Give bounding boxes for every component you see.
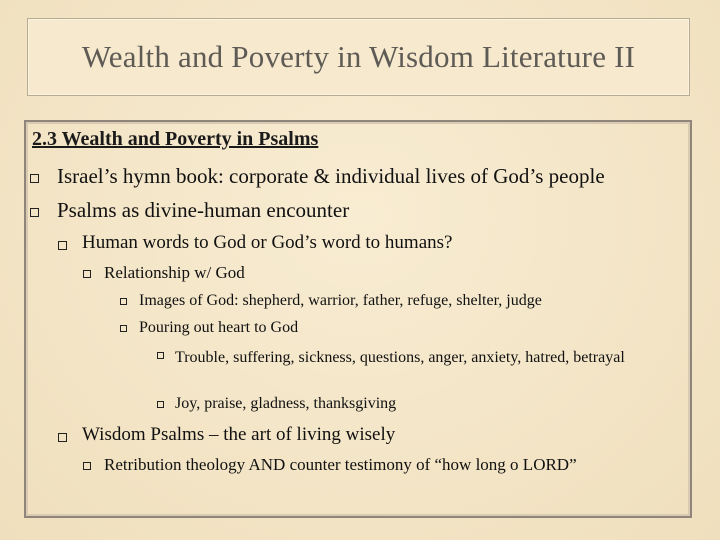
bullet-item-human-words xyxy=(58,232,698,256)
square-bullet-icon xyxy=(157,401,164,408)
bullet-item-wisdom-psalms xyxy=(58,424,698,448)
square-bullet-icon xyxy=(58,433,67,442)
bullet-text: Retribution theology AND counter testimony of “how long o LORD” xyxy=(104,455,577,474)
bullet-item-retribution xyxy=(83,455,683,477)
bullet-text: Israel’s hymn book: corporate & individual lives of God’s people xyxy=(57,164,605,188)
bullet-text: Trouble, suffering, sickness, questions, anger, anxiety, hatred, betrayal xyxy=(175,349,625,366)
bullet-text: Wisdom Psalms – the art of living wisely xyxy=(82,424,396,445)
title-box xyxy=(27,18,690,96)
slide-title: Wealth and Poverty in Wisdom Literature II xyxy=(81,39,636,74)
bullet-text: Psalms as divine-human encounter xyxy=(57,198,350,222)
square-bullet-icon xyxy=(157,352,164,359)
bullet-text: Joy, praise, gladness, thanksgiving xyxy=(175,395,397,412)
square-bullet-icon xyxy=(83,270,91,278)
bullet-item-divine-human xyxy=(30,198,710,224)
bullet-item-pouring xyxy=(120,319,700,339)
bullet-text: Human words to God or God’s word to humans? xyxy=(82,232,453,253)
bullet-item-images xyxy=(120,292,700,312)
square-bullet-icon xyxy=(58,241,67,250)
square-bullet-icon xyxy=(83,462,91,470)
bullet-text: Relationship w/ God xyxy=(104,263,245,282)
bullet-text: Images of God: shepherd, warrior, father, refuge, shelter, judge xyxy=(139,292,542,309)
bullet-item-hymn-book xyxy=(30,164,710,190)
square-bullet-icon xyxy=(30,208,39,217)
square-bullet-icon xyxy=(30,174,39,183)
bullet-item-joy xyxy=(157,395,677,415)
bullet-item-trouble xyxy=(157,346,677,390)
bullet-item-relationship xyxy=(83,263,683,285)
square-bullet-icon xyxy=(120,298,127,305)
square-bullet-icon xyxy=(120,325,127,332)
bullet-text: Pouring out heart to God xyxy=(139,319,299,336)
section-heading: 2.3 Wealth and Poverty in Psalms xyxy=(32,128,319,150)
